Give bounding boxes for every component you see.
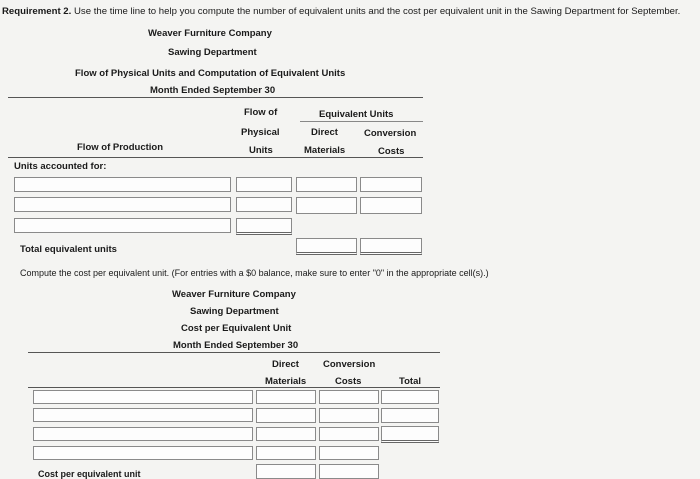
t2-row1-label-input[interactable] bbox=[33, 390, 253, 404]
requirement-body: Use the time line to help you compute the number of equivalent units and the cost per equivalent unit in the Sawing Department for September. bbox=[71, 6, 681, 17]
t2-row2-dm-input[interactable] bbox=[256, 408, 316, 423]
t1-row2-dm-input[interactable] bbox=[296, 197, 357, 214]
t1-row1-dm-input[interactable] bbox=[296, 177, 357, 192]
t2-col-dm-line2: Materials bbox=[265, 376, 307, 387]
requirement-text bbox=[2, 6, 680, 17]
t2-col-total: Total bbox=[399, 376, 421, 387]
table2-period: Month Ended September 30 bbox=[173, 340, 299, 351]
t1-total-dm-input[interactable] bbox=[296, 238, 357, 255]
t2-row2-label-input[interactable] bbox=[33, 408, 253, 422]
t2-col-dm-line1: Direct bbox=[272, 359, 299, 370]
t1-row1-label-input[interactable] bbox=[14, 177, 231, 192]
t2-cpe-cc-input[interactable] bbox=[319, 464, 379, 479]
t2-row1-dm-input[interactable] bbox=[256, 390, 316, 404]
t2-row3-dm-input[interactable] bbox=[256, 427, 316, 441]
t2-cpe-dm-input[interactable] bbox=[256, 464, 316, 479]
table2-title: Cost per Equivalent Unit bbox=[181, 323, 292, 334]
t2-row4-dm-input[interactable] bbox=[256, 446, 316, 460]
t2-row2-total-input[interactable] bbox=[381, 408, 439, 423]
t1-row1-cc-input[interactable] bbox=[360, 177, 422, 192]
col-flow-line3: Units bbox=[249, 145, 273, 156]
col-dm-line2: Materials bbox=[304, 145, 346, 156]
t1-row2-label-input[interactable] bbox=[14, 197, 231, 212]
table2-header-rule bbox=[28, 352, 440, 353]
table1-title: Flow of Physical Units and Computation of Equivalent Units bbox=[75, 68, 346, 79]
table1-company: Weaver Furniture Company bbox=[148, 28, 272, 39]
t2-row2-cc-input[interactable] bbox=[319, 408, 379, 423]
t2-row4-cc-input[interactable] bbox=[319, 446, 379, 460]
table2-department: Sawing Department bbox=[190, 306, 279, 317]
table1-columns-rule bbox=[8, 157, 423, 158]
table2-columns-rule bbox=[28, 387, 440, 388]
instruction-text: Compute the cost per equivalent unit. (For entries with a $0 balance, make sure to enter "0" in the appropriate cell(s).) bbox=[20, 268, 489, 278]
t2-row4-label-input[interactable] bbox=[33, 446, 253, 460]
t2-row3-cc-input[interactable] bbox=[319, 427, 379, 441]
units-accounted-label: Units accounted for: bbox=[14, 161, 107, 172]
col-flow-line2: Physical bbox=[241, 127, 280, 138]
t1-row1-physical-input[interactable] bbox=[236, 177, 292, 192]
col-cc-line1: Conversion bbox=[364, 128, 417, 139]
t2-col-cc-line1: Conversion bbox=[323, 359, 376, 370]
t1-row3-physical-total-input[interactable] bbox=[236, 218, 292, 235]
t2-row1-total-input[interactable] bbox=[381, 390, 439, 404]
t2-col-cc-line2: Costs bbox=[335, 376, 362, 387]
cost-per-equivalent-unit-label: Cost per equivalent unit bbox=[38, 469, 141, 479]
row-header-flow: Flow of Production bbox=[77, 142, 164, 153]
t2-row1-cc-input[interactable] bbox=[319, 390, 379, 404]
table1-department: Sawing Department bbox=[168, 47, 257, 58]
t1-row3-label-input[interactable] bbox=[14, 218, 231, 233]
t1-total-cc-input[interactable] bbox=[360, 238, 422, 255]
t2-row3-total-input[interactable] bbox=[381, 426, 439, 443]
t1-row2-cc-input[interactable] bbox=[360, 197, 422, 214]
table2-company: Weaver Furniture Company bbox=[172, 289, 296, 300]
t2-row3-label-input[interactable] bbox=[33, 427, 253, 441]
col-eq-header: Equivalent Units bbox=[319, 109, 394, 120]
col-flow-line1: Flow of bbox=[244, 107, 278, 118]
t1-row2-physical-input[interactable] bbox=[236, 197, 292, 212]
total-equivalent-units-label: Total equivalent units bbox=[20, 244, 117, 255]
col-cc-line2: Costs bbox=[378, 146, 405, 157]
table1-header-rule bbox=[8, 97, 423, 98]
col-dm-line1: Direct bbox=[311, 127, 338, 138]
requirement-label: Requirement 2. bbox=[2, 6, 72, 17]
eq-units-rule bbox=[300, 121, 423, 122]
table1-period: Month Ended September 30 bbox=[150, 85, 276, 96]
